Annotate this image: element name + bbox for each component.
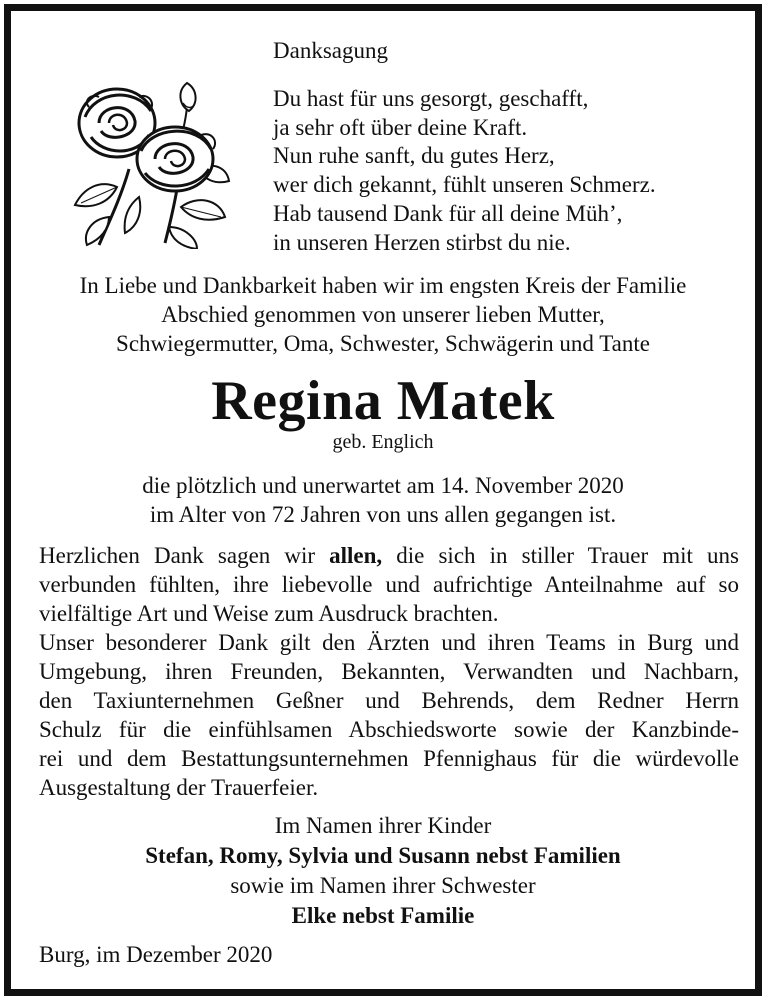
thanks-line: vielfältige Art und Weise zum Ausdruck brachten. — [39, 601, 499, 626]
signature-line: sowie im Namen ihrer Schwester — [230, 873, 536, 898]
place-date: Burg, im Dezember 2020 — [39, 942, 273, 967]
deceased-block — [31, 372, 735, 454]
thanks-text-after: die sich in stiller Trauer mit uns — [382, 543, 739, 568]
poem-block — [273, 37, 753, 257]
death-info-block — [31, 471, 735, 529]
poem-line: ja sehr oft über deine Kraft. — [273, 114, 528, 140]
poem-line: Nun ruhe sanft, du gutes Herz, — [273, 143, 555, 169]
death-info-line: die plötzlich und unerwartet am 14. November 2020 — [142, 473, 624, 498]
thanks-line: den Taxiunternehmen Geßner und Behrends, dem Redner Herrn — [39, 688, 739, 713]
thanks-line: Ausgestaltung der Trauerfeier. — [39, 775, 319, 800]
poem-line: wer dich gekannt, fühlt unseren Schmerz. — [273, 172, 656, 198]
deceased-name: Regina Matek — [211, 370, 555, 432]
birth-name: geb. Englich — [332, 431, 434, 453]
thanks-text-before: Herzlichen Dank sagen wir — [39, 543, 330, 568]
death-info-line: im Alter von 72 Jahren von uns allen gegangen ist. — [149, 502, 617, 527]
signature-line: Im Namen ihrer Kinder — [274, 813, 492, 838]
sister-name: Elke nebst Familie — [291, 903, 475, 928]
thanks-line: verbunden fühlten, ihre liebevolle und aufrichtige Anteilnahme auf so — [39, 572, 739, 597]
thanks-line: Umgebung, ihren Freunden, Bekannten, Verwandten und Nachbarn, — [39, 659, 739, 684]
signature-block — [31, 811, 735, 931]
intro-line: Schwiegermutter, Oma, Schwester, Schwägerin und Tante — [116, 331, 650, 356]
intro-line: Abschied genommen von unserer lieben Mutter, — [161, 302, 605, 327]
poem-line: Hab tausend Dank für all deine Müh’, — [273, 200, 623, 226]
intro-line: In Liebe und Dankbarkeit haben wir im engsten Kreis der Familie — [79, 273, 687, 298]
poem-line: in unseren Herzen stirbst du nie. — [273, 229, 571, 255]
intro-block — [31, 271, 735, 358]
thanks-line: Schulz für die einfühlsamen Abschiedsworte sowie der Kanzbinde- — [39, 717, 739, 742]
thanks-line: Unser besonderer Dank gilt den Ärzten und ihren Teams in Burg und — [39, 630, 739, 655]
rose-illustration — [69, 77, 231, 249]
obituary-card — [4, 4, 762, 996]
thanks-line: rei und dem Bestattungsunternehmen Pfennighaus für die würdevolle — [39, 746, 739, 771]
thanks-text — [39, 541, 739, 802]
poem-title: Danksagung — [273, 38, 388, 63]
thanks-line — [39, 541, 739, 570]
poem-line: Du hast für uns gesorgt, geschafft, — [273, 86, 589, 111]
thanks-emphasis: allen, — [329, 543, 383, 568]
children-names: Stefan, Romy, Sylvia und Susann nebst Familien — [145, 843, 621, 868]
